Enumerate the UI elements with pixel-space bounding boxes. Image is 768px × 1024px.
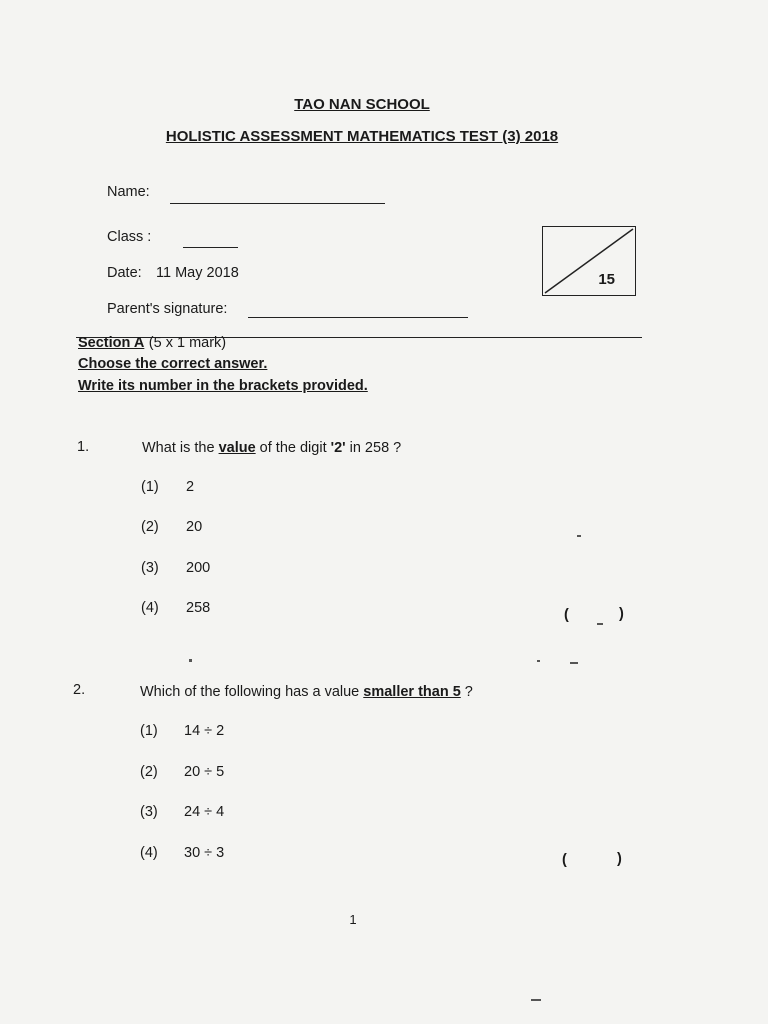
q2-bracket-open: (	[562, 852, 567, 868]
date-value: 11 May 2018	[156, 265, 239, 281]
q1-answer-bracket[interactable]	[564, 606, 628, 624]
section-marks: (5 x 1 mark)	[148, 335, 227, 351]
name-field-line[interactable]	[170, 203, 385, 204]
q1-bracket-close: )	[619, 606, 624, 622]
q2-option-4-number: (4)	[140, 845, 158, 861]
score-box	[542, 226, 636, 296]
q2-option-2-number: (2)	[140, 764, 158, 780]
q1-option-1-number: (1)	[141, 479, 159, 495]
signature-label: Parent's signature:	[107, 301, 228, 317]
scan-speck	[577, 535, 581, 537]
q1-option-4-value: 258	[186, 600, 211, 616]
question-2-keyword: smaller than 5	[363, 684, 461, 700]
scan-speck	[189, 659, 192, 662]
q1-bracket-open: (	[564, 607, 569, 623]
question-1-number: 1.	[77, 439, 90, 455]
question-2-text-pre: Which of the following has a value	[140, 684, 364, 700]
section-instruction-2: Write its number in the brackets provided.	[78, 378, 368, 394]
name-label: Name:	[107, 184, 150, 200]
scan-speck	[531, 999, 541, 1001]
q1-option-3-value: 200	[186, 560, 211, 576]
page-number: 1	[349, 912, 357, 927]
section-heading	[78, 334, 226, 352]
q1-option-4-number: (4)	[141, 600, 159, 616]
question-1-text-mid: of the digit	[255, 440, 331, 456]
section-instruction-1: Choose the correct answer.	[78, 356, 268, 372]
q2-option-1-value: 14 ÷ 2	[184, 723, 225, 739]
score-divider-icon	[543, 227, 635, 295]
q1-option-2-value: 20	[186, 519, 203, 535]
q2-option-3-number: (3)	[140, 804, 158, 820]
question-1-keyword: value	[218, 440, 256, 456]
q2-answer-bracket[interactable]	[562, 851, 626, 869]
q2-bracket-close: )	[617, 851, 622, 867]
q1-option-2-number: (2)	[141, 519, 159, 535]
scan-speck	[597, 623, 603, 625]
question-2-number: 2.	[73, 682, 86, 698]
q2-option-4-value: 30 ÷ 3	[184, 845, 225, 861]
school-name: TAO NAN SCHOOL	[294, 96, 430, 113]
date-label: Date:	[107, 265, 142, 281]
question-1-text-post: in 258 ?	[345, 440, 402, 456]
q1-option-3-number: (3)	[141, 560, 159, 576]
q2-option-2-value: 20 ÷ 5	[184, 764, 225, 780]
question-1-text-pre: What is the	[142, 440, 219, 456]
scan-speck	[537, 660, 540, 662]
question-2-text	[140, 684, 473, 700]
q1-option-1-value: 2	[186, 479, 195, 495]
test-title: HOLISTIC ASSESSMENT MATHEMATICS TEST (3) 2018	[165, 128, 559, 145]
score-total: 15	[598, 271, 615, 288]
q2-option-1-number: (1)	[140, 723, 158, 739]
question-2-text-post: ?	[460, 684, 473, 700]
signature-field-line[interactable]	[248, 317, 468, 318]
section-title: Section A	[78, 335, 145, 351]
question-1-text	[142, 440, 401, 456]
scan-speck	[570, 662, 578, 664]
question-1-digit: '2'	[330, 440, 346, 456]
class-label: Class :	[107, 229, 152, 245]
class-field-line[interactable]	[183, 247, 238, 248]
q2-option-3-value: 24 ÷ 4	[184, 804, 225, 820]
